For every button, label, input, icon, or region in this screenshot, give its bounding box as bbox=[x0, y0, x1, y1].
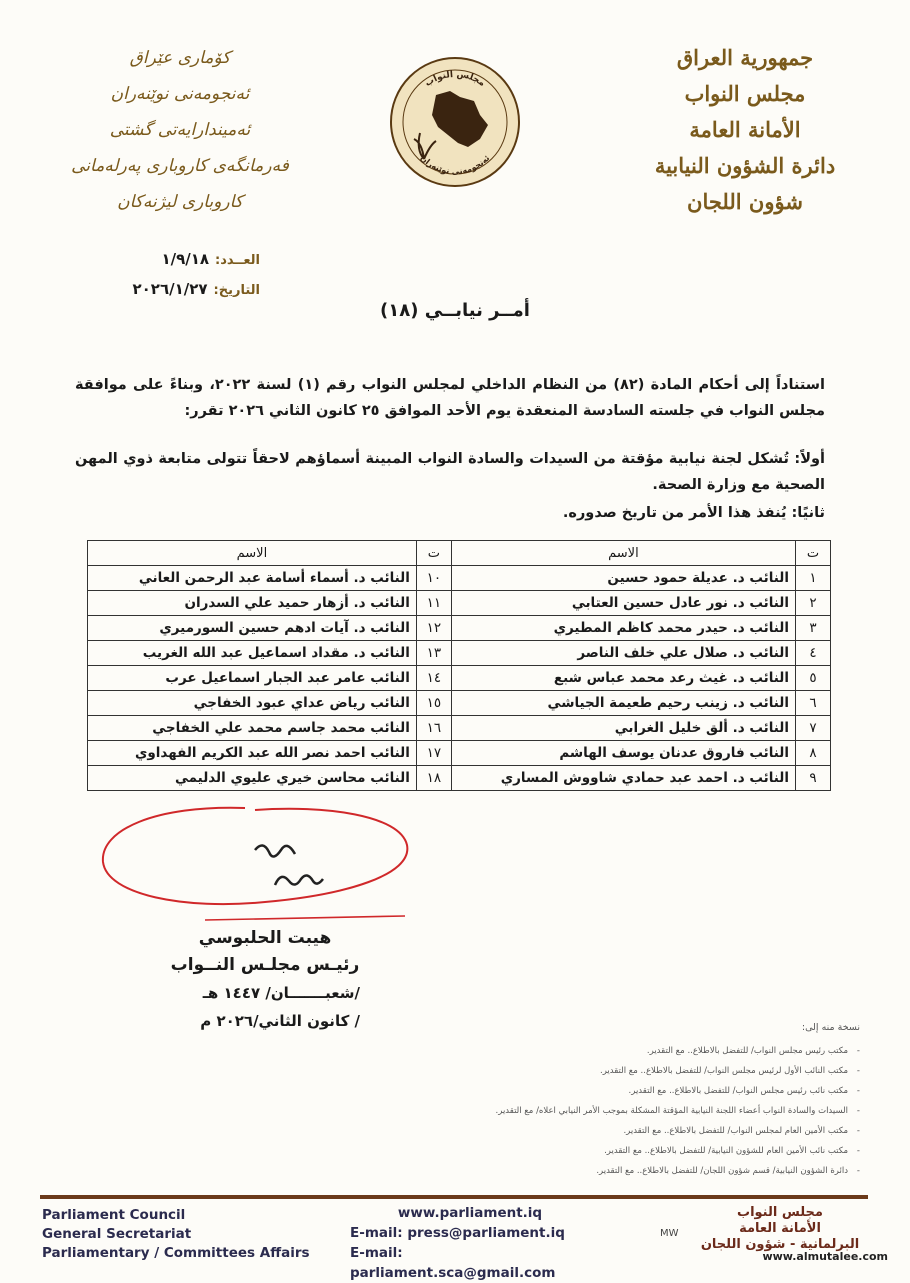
member-name: النائب د. عديلة حمود حسين bbox=[451, 566, 795, 591]
signatory-role: رئيـس مجلـس النــواب bbox=[170, 955, 360, 975]
row-number: ١٦ bbox=[416, 716, 451, 741]
row-number: ١٤ bbox=[416, 666, 451, 691]
signature-date-hijri: /شعبـــــــان/ ١٤٤٧ هـ bbox=[202, 984, 360, 1002]
row-number: ١٠ bbox=[416, 566, 451, 591]
preamble-paragraph: استناداً إلى أحكام المادة (٨٢) من النظام الداخلي لمجلس النواب رقم (١) لسنة ٢٠٢٢، وبناءً على موافقة مجلس النواب في جلسته السادسة المنعقدة يوم الأحد الموافق ٢٥ كانون الثاني ٢٠٢٦ تقرر: bbox=[75, 377, 825, 419]
member-name: النائب د. زينب رحيم طعيمة الجياشي bbox=[451, 691, 795, 716]
row-number: ١٧ bbox=[416, 741, 451, 766]
header-line: شؤون اللجان bbox=[687, 189, 803, 214]
parliament-logo-icon bbox=[388, 55, 522, 189]
col-header-name: الاسم bbox=[451, 541, 795, 566]
member-name: النائب د. احمد عبد حمادي شاووش المساري bbox=[451, 766, 795, 791]
footer-line: General Secretariat bbox=[42, 1226, 192, 1242]
document-title: أمــر نيابــي (١٨) bbox=[380, 300, 530, 321]
table-row bbox=[88, 716, 831, 741]
list-item: - السيدات والسادة النواب أعضاء اللجنة النيابية المؤقتة المشكلة بموجب الأمر النيابي اعلاه/ مع التقدير. bbox=[300, 1101, 860, 1121]
member-name: النائب د. حيدر محمد كاظم المطيري bbox=[451, 616, 795, 641]
member-name: النائب د. غيث رعد محمد عباس شبع bbox=[451, 666, 795, 691]
row-number: ٩ bbox=[796, 766, 831, 791]
email-press[interactable]: E-mail: press@parliament.iq bbox=[350, 1225, 565, 1241]
logo-text-bottom: ئەنجومەنی نوێنەران bbox=[418, 153, 492, 177]
table-row bbox=[88, 591, 831, 616]
table-row bbox=[88, 641, 831, 666]
row-number: ١ bbox=[796, 566, 831, 591]
col-header-name: الاسم bbox=[88, 541, 417, 566]
member-name: النائب عامر عبد الجبار اسماعيل عرب bbox=[88, 666, 417, 691]
header-kurdish bbox=[50, 40, 310, 220]
header-line: كۆماری عێراق bbox=[129, 48, 231, 68]
logo-text-top: مجلس النواب bbox=[423, 69, 487, 89]
copies-list bbox=[300, 1022, 860, 1181]
member-name: النائب د. أزهار حميد علي السدران bbox=[88, 591, 417, 616]
table-row bbox=[88, 766, 831, 791]
member-name: النائب د. آيات ادهم حسين السورميري bbox=[88, 616, 417, 641]
website-link[interactable]: www.parliament.iq bbox=[397, 1205, 543, 1221]
list-item: - مكتب نائب الأمين العام للشؤون النيابية/ للتفضل بالاطلاع.. مع التقدير. bbox=[300, 1141, 860, 1161]
footer-line: Parliament Council bbox=[42, 1207, 186, 1223]
row-number: ١٢ bbox=[416, 616, 451, 641]
footer-line: البرلمانية - شؤون اللجان bbox=[700, 1237, 860, 1252]
member-name: النائب د. ألق خليل الغرابي bbox=[451, 716, 795, 741]
row-number: ٨ bbox=[796, 741, 831, 766]
footer-contact bbox=[350, 1203, 590, 1283]
member-name: النائب فاروق عدنان يوسف الهاشم bbox=[451, 741, 795, 766]
email-sca[interactable]: E-mail: parliament.sca@gmail.com bbox=[350, 1245, 556, 1281]
col-header-number: ت bbox=[416, 541, 451, 566]
header-line: فەرمانگەی کاروباری پەرلەمانی bbox=[71, 156, 289, 176]
footer-divider bbox=[40, 1195, 868, 1199]
member-name: النائب محاسن خيري عليوي الدليمي bbox=[88, 766, 417, 791]
member-name: النائب محمد جاسم محمد علي الخفاجي bbox=[88, 716, 417, 741]
footer-line: الأمانة العامة bbox=[739, 1221, 821, 1236]
signature-date-gregorian: / كانون الثاني/٢٠٢٦ م bbox=[200, 1012, 360, 1030]
footer-initials: MW bbox=[660, 1228, 679, 1239]
second-clause: ثانيًا: يُنفذ هذا الأمر من تاريخ صدوره. bbox=[562, 505, 825, 521]
table-row bbox=[88, 691, 831, 716]
row-number: ٣ bbox=[796, 616, 831, 641]
footer-line: مجلس النواب bbox=[737, 1205, 823, 1220]
header-line: مجلس النواب bbox=[684, 81, 806, 106]
list-item: - مكتب رئيس مجلس النواب/ للتفضل بالاطلاع.. مع التقدير. bbox=[300, 1041, 860, 1061]
number-label: العــدد: bbox=[215, 253, 260, 268]
table-row bbox=[88, 566, 831, 591]
signatory-name: هيبت الحلبوسي bbox=[198, 928, 332, 948]
header-line: الأمانة العامة bbox=[689, 117, 801, 142]
date-value: ٢٠٢٦/١/٢٧ bbox=[132, 280, 208, 298]
row-number: ٢ bbox=[796, 591, 831, 616]
table-row bbox=[88, 616, 831, 641]
table-row bbox=[88, 741, 831, 766]
row-number: ٥ bbox=[796, 666, 831, 691]
list-item: - دائرة الشؤون النيابية/ قسم شؤون اللجان/ للتفضل بالاطلاع.. مع التقدير. bbox=[300, 1161, 860, 1181]
member-name: النائب د. نور عادل حسين العتابي bbox=[451, 591, 795, 616]
row-number: ١٥ bbox=[416, 691, 451, 716]
member-name: النائب احمد نصر الله عبد الكريم الفهداوي bbox=[88, 741, 417, 766]
list-item: - مكتب نائب رئيس مجلس النواب/ للتفضل بالاطلاع.. مع التقدير. bbox=[300, 1081, 860, 1101]
signature-block bbox=[150, 925, 380, 1035]
table-body bbox=[88, 566, 831, 791]
row-number: ٧ bbox=[796, 716, 831, 741]
row-number: ١٨ bbox=[416, 766, 451, 791]
row-number: ١١ bbox=[416, 591, 451, 616]
header-line: کاروباری لیژنەکان bbox=[117, 192, 243, 212]
row-number: ١٣ bbox=[416, 641, 451, 666]
member-name: النائب د. صلال علي خلف الناصر bbox=[451, 641, 795, 666]
header-line: ئەنجومەنی نوێنەران bbox=[110, 84, 250, 104]
signature-mark-icon bbox=[95, 800, 415, 930]
header-line: دائرة الشؤون النيابية bbox=[654, 153, 836, 178]
header-line: جمهورية العراق bbox=[676, 45, 814, 70]
row-number: ٦ bbox=[796, 691, 831, 716]
col-header-number: ت bbox=[796, 541, 831, 566]
table-row bbox=[88, 666, 831, 691]
header-arabic bbox=[640, 40, 850, 220]
watermark: www.almutalee.com bbox=[762, 1250, 888, 1263]
row-number: ٤ bbox=[796, 641, 831, 666]
copies-heading: نسخة منه إلى: bbox=[801, 1022, 860, 1033]
list-item: - مكتب النائب الأول لرئيس مجلس النواب/ للتفضل بالاطلاع.. مع التقدير. bbox=[300, 1061, 860, 1081]
footer-english bbox=[42, 1206, 310, 1263]
table-header-row bbox=[88, 541, 831, 566]
members-table bbox=[87, 540, 831, 791]
member-name: النائب رياض عداي عبود الخفاجي bbox=[88, 691, 417, 716]
member-name: النائب د. أسماء أسامة عبد الرحمن العاني bbox=[88, 566, 417, 591]
footer-arabic bbox=[690, 1205, 870, 1253]
number-value: ١/٩/١٨ bbox=[161, 250, 210, 268]
member-name: النائب د. مقداد اسماعيل عبد الله الغريب bbox=[88, 641, 417, 666]
date-label: التاريخ: bbox=[213, 283, 260, 298]
first-clause: أولاً: تُشكل لجنة نيابية مؤقتة من السيدات والسادة النواب المبينة أسماؤهم لاحقاً تتولى متابعة ذوي المهن الصحية مع وزارة الصحة. bbox=[75, 451, 825, 493]
header-line: ئەمیندارایەتی گشتی bbox=[109, 120, 251, 140]
footer-line: Parliamentary / Committees Affairs bbox=[42, 1245, 310, 1261]
reference-block bbox=[80, 245, 260, 305]
list-item: - مكتب الأمين العام لمجلس النواب/ للتفضل بالاطلاع.. مع التقدير. bbox=[300, 1121, 860, 1141]
